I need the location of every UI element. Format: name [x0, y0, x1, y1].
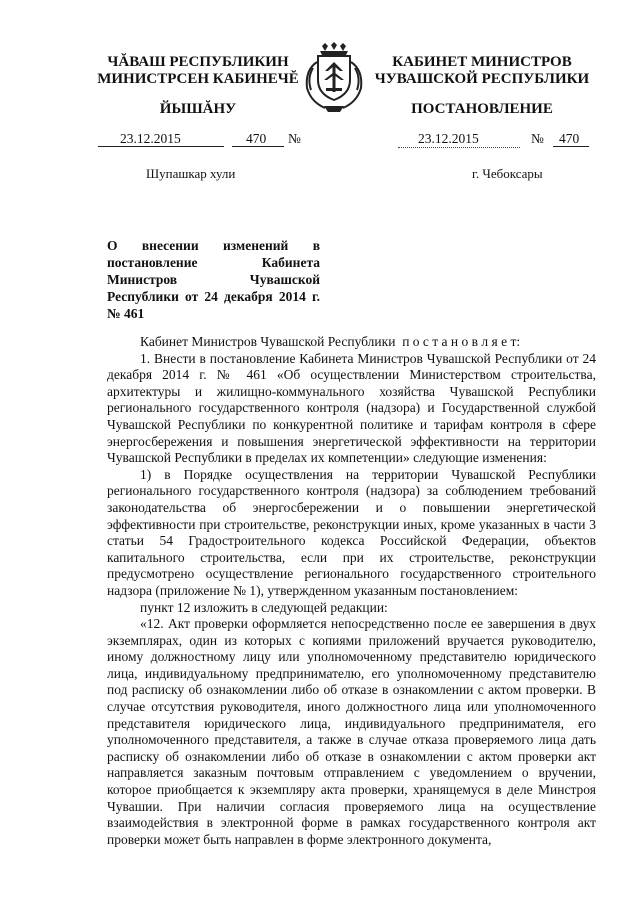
right-date-underline	[398, 147, 520, 148]
intro-verb: п о с т а н о в л я е т:	[402, 334, 521, 349]
left-number: 470	[246, 131, 267, 146]
paragraph-4: «12. Акт проверки оформляется непосредственно после ее завершения в двух экземплярах, один из которых с копиями приложений вручается руководителю, иному должностному лицу или уполномоченному представителю юридического лица, индивидуальному предпринимателю, его уполномоченному представителю под расписку об ознакомлении либо об отказе в ознакомлении с актом проверки. В случае отсутствия руководителя, иного должностного лица или уполномоченного представителя юридического лица, индивидуального предпринимателя, его уполномоченного представителя, а также в случае отказа проверяемого лица дать расписку об ознакомлении либо об отказе в ознакомлении с актом проверки акт направляется заказным почтовым отправлением с уведомлением о вручении, которое приобщается к экземпляру акта проверки, хранящемуся в деле Минстроя Чувашии. При наличии согласия проверяемого лица на осуществление взаимодействия в электронной форме в рамках государственного контроля акт проверки может быть направлен в форме электронного документа,	[107, 616, 596, 847]
paragraph-1: 1. Внести в постановление Кабинета Министров Чувашской Республики от 24 декабря 2014 г. № 461 «Об осуществлении Министерством строительства, архитектуры и жилищно-коммунального хозяйства Чувашской Республики регионального государственного контроля (надзора) и Государственной службой Чувашской Республики по конкурентной политике и тарифам контроля в сфере энергосбережения и повышения энергетической эффективности на территории Чувашской Республики в пределах их компетенции» следующие изменения:	[107, 350, 596, 466]
right-number: 470	[559, 131, 580, 146]
right-date: 23.12.2015	[418, 131, 479, 146]
intro-paragraph	[107, 334, 596, 351]
left-doc-type: ЙЫШĂНУ	[159, 101, 237, 117]
header-right-line1: КАБИНЕТ МИНИСТРОВ	[392, 54, 572, 70]
document-subject: О внесении изменений в постановление Кабинета Министров Чувашской Республики от 24 декабря 2014 г. № 461	[107, 238, 320, 321]
header-left	[88, 54, 308, 88]
header-left-line1: ЧĂВАШ РЕСПУБЛИКИН	[107, 54, 289, 70]
header-right-line2: ЧУВАШСКОЙ РЕСПУБЛИКИ	[374, 71, 590, 87]
right-city: г. Чебоксары	[472, 166, 543, 181]
intro-lead: Кабинет Министров Чувашской Республики	[140, 334, 396, 349]
paragraph-2: 1) в Порядке осуществления на территории Чувашской Республики регионального государственного контроля (надзора) за соблюдением требований законодательства об энергосбережении и о повышении энергетической эффективности при строительстве, реконструкции иных, кроме указанных в части 3 статьи 54 Градостроительного кодекса Российской Федерации, объектов капитального строительства, если при их строительстве, реконструкции предусмотрено осуществление регионального государственного строительного надзора (приложение № 1), утвержденном указанным постановлением:	[107, 466, 596, 598]
right-number-sign: №	[531, 131, 544, 146]
paragraph-3: пункт 12 изложить в следующей редакции:	[140, 599, 388, 615]
left-number-sign: №	[288, 131, 301, 146]
right-doc-type: ПОСТАНОВЛЕНИЕ	[411, 101, 553, 117]
header-left-line2: МИНИСТРСЕН КАБИНЕЧĔ	[97, 71, 299, 87]
header-right	[362, 54, 602, 88]
coat-of-arms-emblem	[298, 42, 370, 116]
left-date: 23.12.2015	[120, 131, 181, 146]
document-body	[107, 334, 596, 848]
left-city: Шупашкар хули	[146, 166, 236, 181]
